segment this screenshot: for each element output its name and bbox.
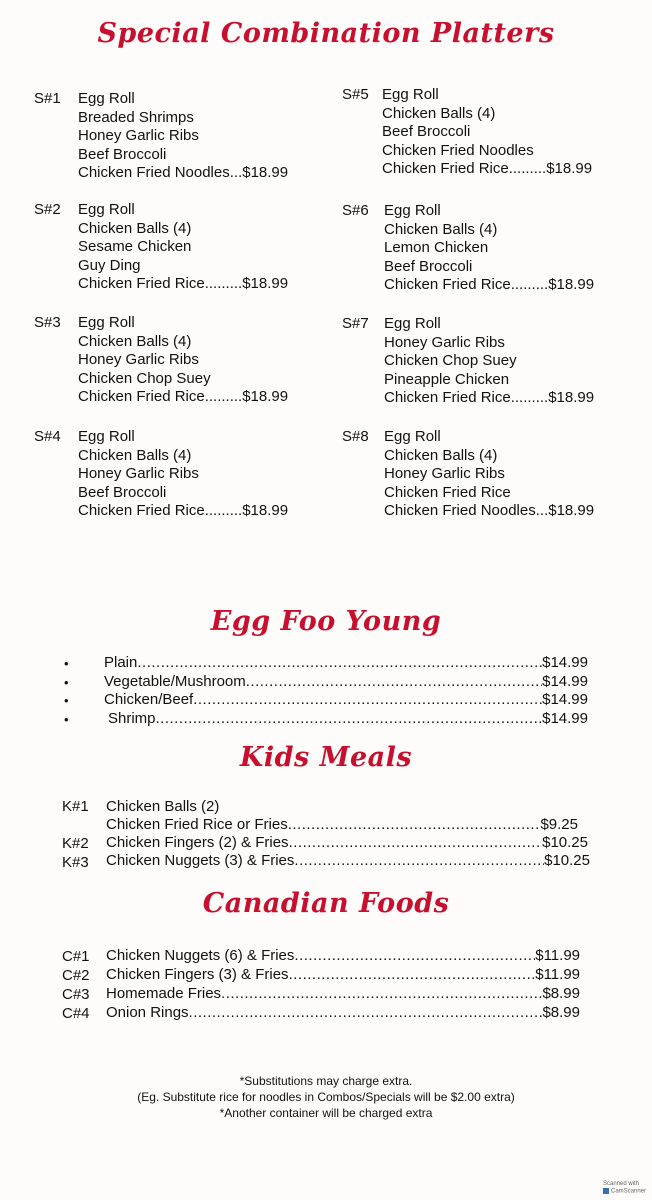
canadian-item <box>106 947 580 965</box>
combo-section-title: Special Combination Platters <box>97 18 555 49</box>
combo-line: Beef Broccoli <box>78 483 167 501</box>
combo-line: Chicken Balls (4) <box>384 446 498 464</box>
kids-item <box>106 852 590 870</box>
scanner-watermark <box>603 1181 646 1196</box>
egg-foo-young-title: Egg Foo Young <box>210 606 442 637</box>
combo-line: Egg Roll <box>382 86 439 103</box>
combo-code: S#6 <box>342 202 369 219</box>
combo-line: Breaded Shrimps <box>78 108 194 126</box>
item-name: Plain <box>104 654 138 671</box>
combo-line: Chicken Balls (4) <box>382 104 496 122</box>
footnote-line: *Another container will be charged extra <box>219 1106 433 1120</box>
combo-line: Egg Roll <box>78 90 135 107</box>
combo-line: Pineapple Chicken <box>384 370 510 388</box>
item-price: $14.99 <box>542 691 588 708</box>
item-name: Chicken Fingers (3) & Fries <box>106 966 289 983</box>
combo-line: Honey Garlic Ribs <box>78 465 199 483</box>
kids-meals-title: Kids Meals <box>239 742 413 773</box>
bullet: • <box>64 675 69 690</box>
combo-code: S#8 <box>342 428 369 445</box>
combo-line: Honey Garlic Ribs <box>78 127 199 145</box>
watermark-line: Scanned with <box>602 1181 640 1188</box>
item-name: Shrimp <box>108 710 156 727</box>
combo-line: Chicken Balls (4) <box>384 220 498 238</box>
canadian-code: C#3 <box>62 986 90 1003</box>
item-name: Chicken Nuggets (6) & Fries <box>106 947 295 964</box>
item-price: $10.25 <box>544 852 590 869</box>
item-name: Chicken Nuggets (3) & Fries <box>106 852 295 869</box>
combo-line: Chicken Balls (4) <box>78 332 192 350</box>
combo-line: Egg Roll <box>78 314 135 331</box>
footnotes <box>0 1073 652 1121</box>
combo-line: Chicken Chop Suey <box>384 352 517 370</box>
combo-line: Chicken Fried Noodles <box>382 141 534 159</box>
kids-item <box>106 816 578 834</box>
combo-code: S#2 <box>34 201 61 218</box>
combo-line: Guy Ding <box>78 256 141 274</box>
combo-line: Chicken Fried Noodles...$18.99 <box>78 164 289 182</box>
combo-line: Chicken Chop Suey <box>78 369 211 387</box>
combo-line: Chicken Balls (4) <box>78 446 192 464</box>
egg-foo-young-item <box>104 673 588 691</box>
combo-line: Chicken Fried Rice <box>384 483 511 501</box>
bullet: • <box>64 693 69 708</box>
combo-line: Honey Garlic Ribs <box>384 465 505 483</box>
combo-line: Lemon Chicken <box>384 239 489 257</box>
item-price: $11.99 <box>535 947 580 964</box>
canadian-code: C#4 <box>62 1005 90 1022</box>
combo-line: Sesame Chicken <box>78 238 192 256</box>
kids-code: K#2 <box>62 835 89 852</box>
item-price: $14.99 <box>542 673 588 690</box>
item-name: Onion Rings <box>106 1004 189 1021</box>
combo-code: S#3 <box>34 314 61 331</box>
combo-line: Chicken Fried Noodles...$18.99 <box>384 502 595 520</box>
combo-code: S#1 <box>34 90 61 107</box>
item-name: Chicken/Beef <box>104 691 194 708</box>
combo-line: Chicken Balls (4) <box>78 219 192 237</box>
item-price: $10.25 <box>542 834 588 851</box>
footnote-line: (Eg. Substitute rice for noodles in Combos/Specials will be $2.00 extra) <box>137 1090 515 1104</box>
canadian-code: C#2 <box>62 967 90 984</box>
watermark-brand: CamScanner <box>610 1189 646 1195</box>
combo-line: Honey Garlic Ribs <box>78 351 199 369</box>
combo-line: Chicken Fried Rice.........$18.99 <box>78 275 289 293</box>
bullet: • <box>64 656 69 671</box>
kids-item-line: Chicken Balls (2) <box>106 798 220 815</box>
egg-foo-young-item <box>104 691 588 709</box>
combo-line: Egg Roll <box>78 428 135 445</box>
item-name: Homemade Fries <box>106 985 222 1002</box>
item-price: $14.99 <box>542 710 588 727</box>
canadian-foods-title: Canadian Foods <box>202 888 450 919</box>
combo-code: S#5 <box>342 86 369 103</box>
item-name: Vegetable/Mushroom <box>104 673 246 690</box>
canadian-item <box>106 1004 580 1022</box>
combo-code: S#4 <box>34 428 61 445</box>
footnote-line: *Substitutions may charge extra. <box>239 1074 413 1088</box>
combo-line: Chicken Fried Rice.........$18.99 <box>384 276 595 294</box>
combo-line: Chicken Fried Rice.........$18.99 <box>78 502 289 520</box>
item-price: $11.99 <box>535 966 580 983</box>
camscanner-logo-icon <box>603 1188 609 1194</box>
combo-line: Egg Roll <box>384 315 441 332</box>
combo-line: Chicken Fried Rice.........$18.99 <box>78 388 289 406</box>
egg-foo-young-item <box>104 654 588 672</box>
bullet: • <box>64 712 69 727</box>
combo-line: Chicken Fried Rice.........$18.99 <box>384 389 595 407</box>
kids-item <box>106 834 588 852</box>
combo-line: Beef Broccoli <box>382 123 471 141</box>
combo-line: Egg Roll <box>384 428 441 445</box>
item-price: $14.99 <box>542 654 588 671</box>
kids-code: K#1 <box>62 798 89 815</box>
combo-line: Egg Roll <box>78 201 135 218</box>
combo-line: Chicken Fried Rice.........$18.99 <box>382 160 593 178</box>
combo-code: S#7 <box>342 315 369 332</box>
canadian-item <box>106 966 580 984</box>
item-price: $8.99 <box>542 1004 580 1021</box>
item-price: $9.25 <box>540 816 578 833</box>
item-name: Chicken Fingers (2) & Fries <box>106 834 289 851</box>
canadian-item <box>106 985 580 1003</box>
egg-foo-young-item <box>108 710 588 728</box>
combo-line: Beef Broccoli <box>78 145 167 163</box>
kids-code: K#3 <box>62 854 89 871</box>
combo-line: Honey Garlic Ribs <box>384 333 505 351</box>
combo-line: Beef Broccoli <box>384 257 473 275</box>
item-price: $8.99 <box>542 985 580 1002</box>
canadian-code: C#1 <box>62 948 90 965</box>
item-name: Chicken Fried Rice or Fries <box>106 816 288 833</box>
combo-line: Egg Roll <box>384 202 441 219</box>
